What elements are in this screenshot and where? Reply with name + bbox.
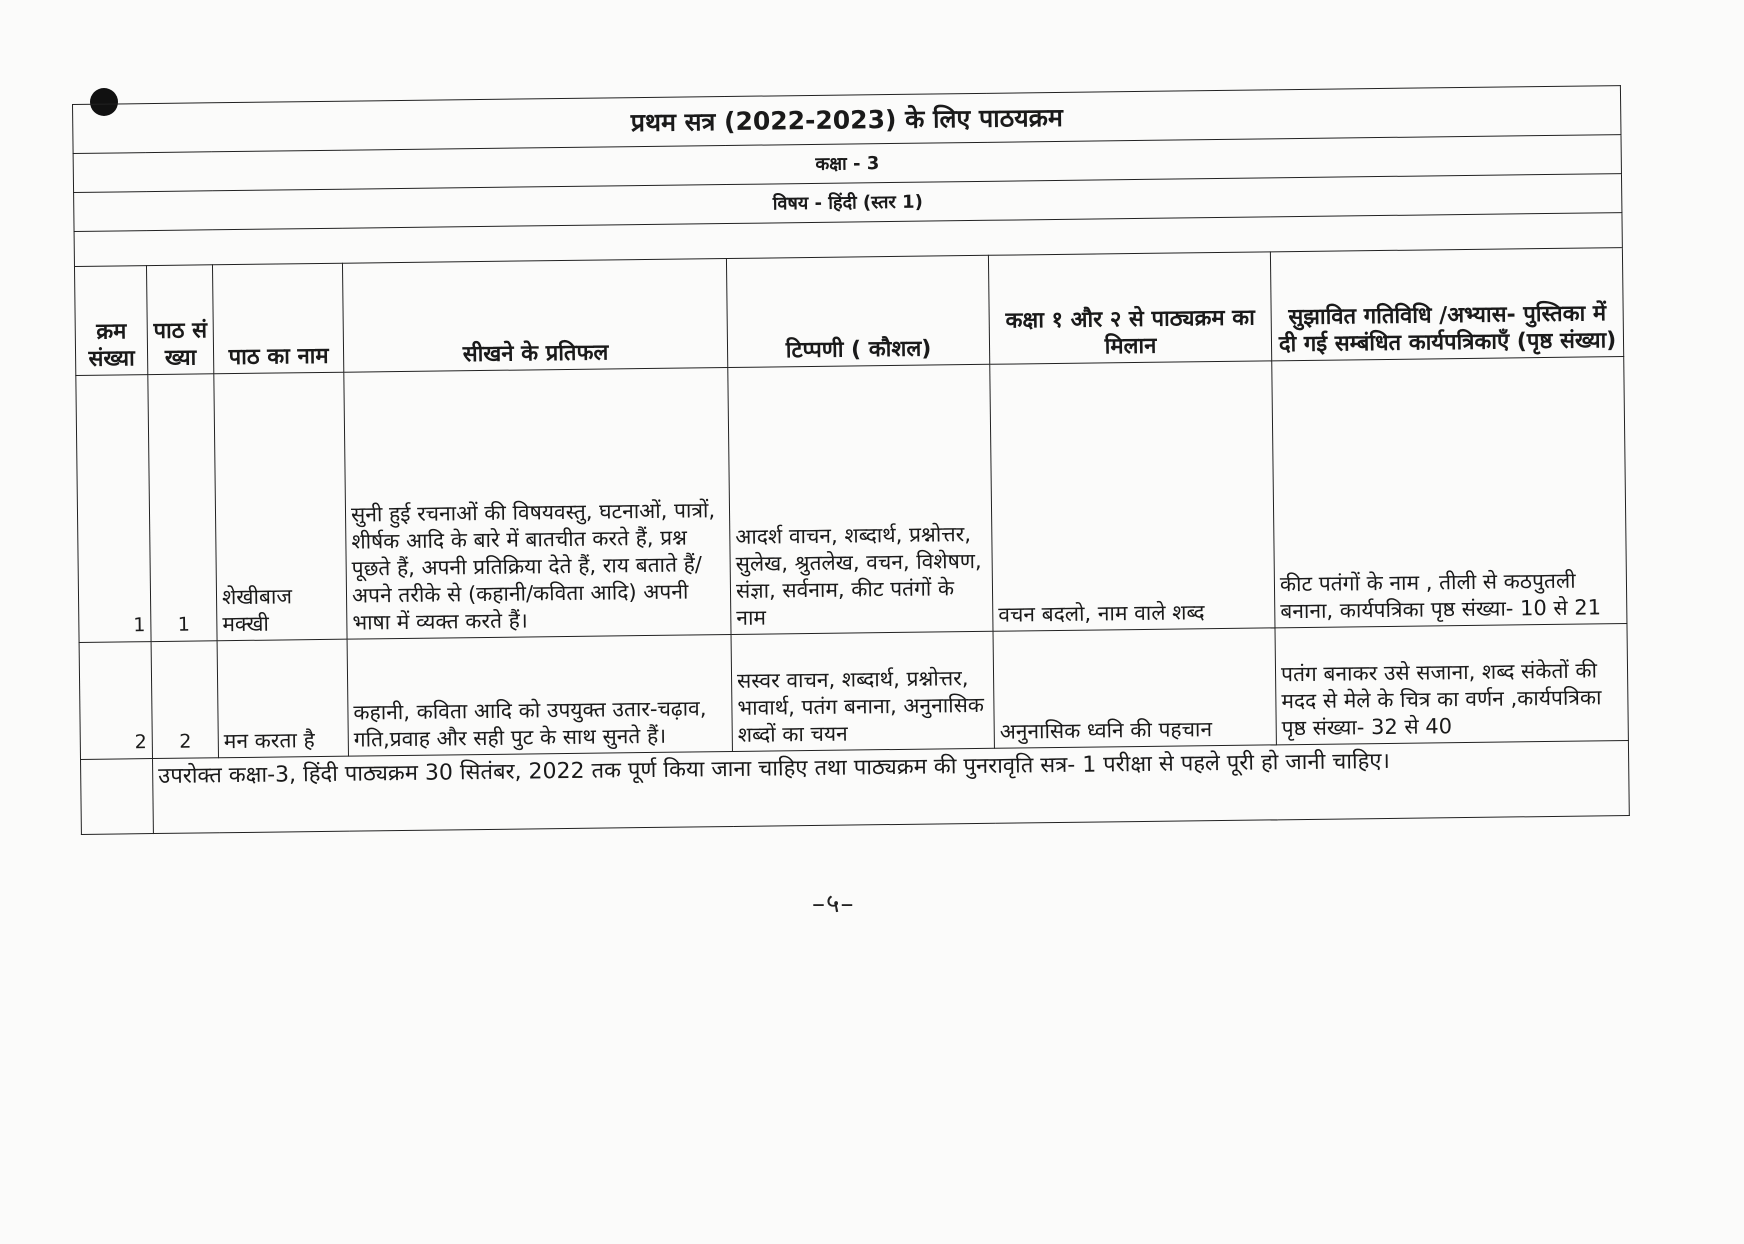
col-header-lesson-name: पाठ का नाम — [212, 263, 343, 374]
col-header-sr: क्रम संख्या — [74, 266, 147, 376]
row-lesson-no: 2 — [151, 641, 218, 759]
syllabus-document — [72, 85, 1630, 835]
row-lesson-name: मन करता है — [217, 639, 348, 758]
row-outcome: सुनी हुई रचनाओं की विषयवस्तु, घटनाओं, पात्रों, शीर्षक आदि के बारे में बातचीत करते हैं, प्रश्न पूछते हैं, अपनी प्रतिक्रिया देते हैं, राय बताते हैं/ अपने तरीके से (कहानी/कविता आदि) अपनी भाषा में व्यक्त करते हैं। — [344, 368, 731, 640]
subject-label: विषय - हिंदी (स्तर 1) — [74, 174, 1622, 232]
page-number: –५– — [812, 889, 855, 919]
table-row — [79, 624, 1628, 760]
row-sr: 1 — [76, 375, 151, 643]
row-activity: पतंग बनाकर उसे सजाना, शब्द संकेतों की मदद से मेले के चित्र का वर्णन ,कार्यपत्रिका पृष्ठ संख्या- 32 से 40 — [1275, 624, 1628, 745]
row-remarks: आदर्श वाचन, शब्दार्थ, प्रश्नोत्तर, सुलेख, श्रुतलेख, वचन, विशेषण, संज्ञा, सर्वनाम, कीट पतंगों के नाम — [728, 364, 993, 634]
col-header-match: कक्षा १ और २ से पाठ्यक्रम का मिलान — [988, 252, 1271, 364]
row-match: वचन बदलो, नाम वाले शब्द — [990, 361, 1275, 631]
col-header-remarks: टिप्पणी ( कौशल) — [726, 255, 989, 367]
row-lesson-name: शेखीबाज मक्खी — [214, 372, 347, 641]
table-row — [76, 357, 1627, 643]
row-remarks: सस्वर वाचन, शब्दार्थ, प्रश्नोत्तर, भावार्थ, पतंग बनाना, अनुनासिक शब्दों का चयन — [731, 631, 994, 751]
column-header-row — [74, 248, 1623, 376]
row-lesson-no: 1 — [148, 374, 217, 642]
note-spacer-cell — [81, 759, 154, 835]
row-outcome: कहानी, कविता आदि को उपयुक्त उतार-चढ़ाव, गति,प्रवाह और सही पुट के साथ सुनते हैं। — [347, 634, 732, 756]
col-header-outcome: सीखने के प्रतिफल — [342, 259, 727, 373]
col-header-lesson-no: पाठ सं ख्या — [146, 265, 213, 375]
row-sr: 2 — [79, 642, 152, 760]
row-match: अनुनासिक ध्वनि की पहचान — [993, 628, 1276, 748]
completion-note: उपरोक्त कक्षा-3, हिंदी पाठ्यक्रम 30 सितंबर, 2022 तक पूर्ण किया जाना चाहिए तथा पाठ्यक्रम की पुनरावृति सत्र- 1 परीक्षा से पहले पूरी हो जानी चाहिए। — [153, 741, 1630, 834]
col-header-activity: सुझावित गतिविधि /अभ्यास- पुस्तिका में दी गई सम्बंधित कार्यपत्रिकाएँ (पृष्ठ संख्या) — [1270, 248, 1623, 361]
syllabus-title: प्रथम सत्र (2022-2023) के लिए पाठयक्रम — [73, 86, 1622, 154]
syllabus-table — [72, 85, 1630, 835]
class-label: कक्षा - 3 — [73, 135, 1621, 193]
row-activity: कीट पतंगों के नाम , तीली से कठपुतली बनाना, कार्यपत्रिका पृष्ठ संख्या- 10 से 21 — [1272, 357, 1627, 628]
